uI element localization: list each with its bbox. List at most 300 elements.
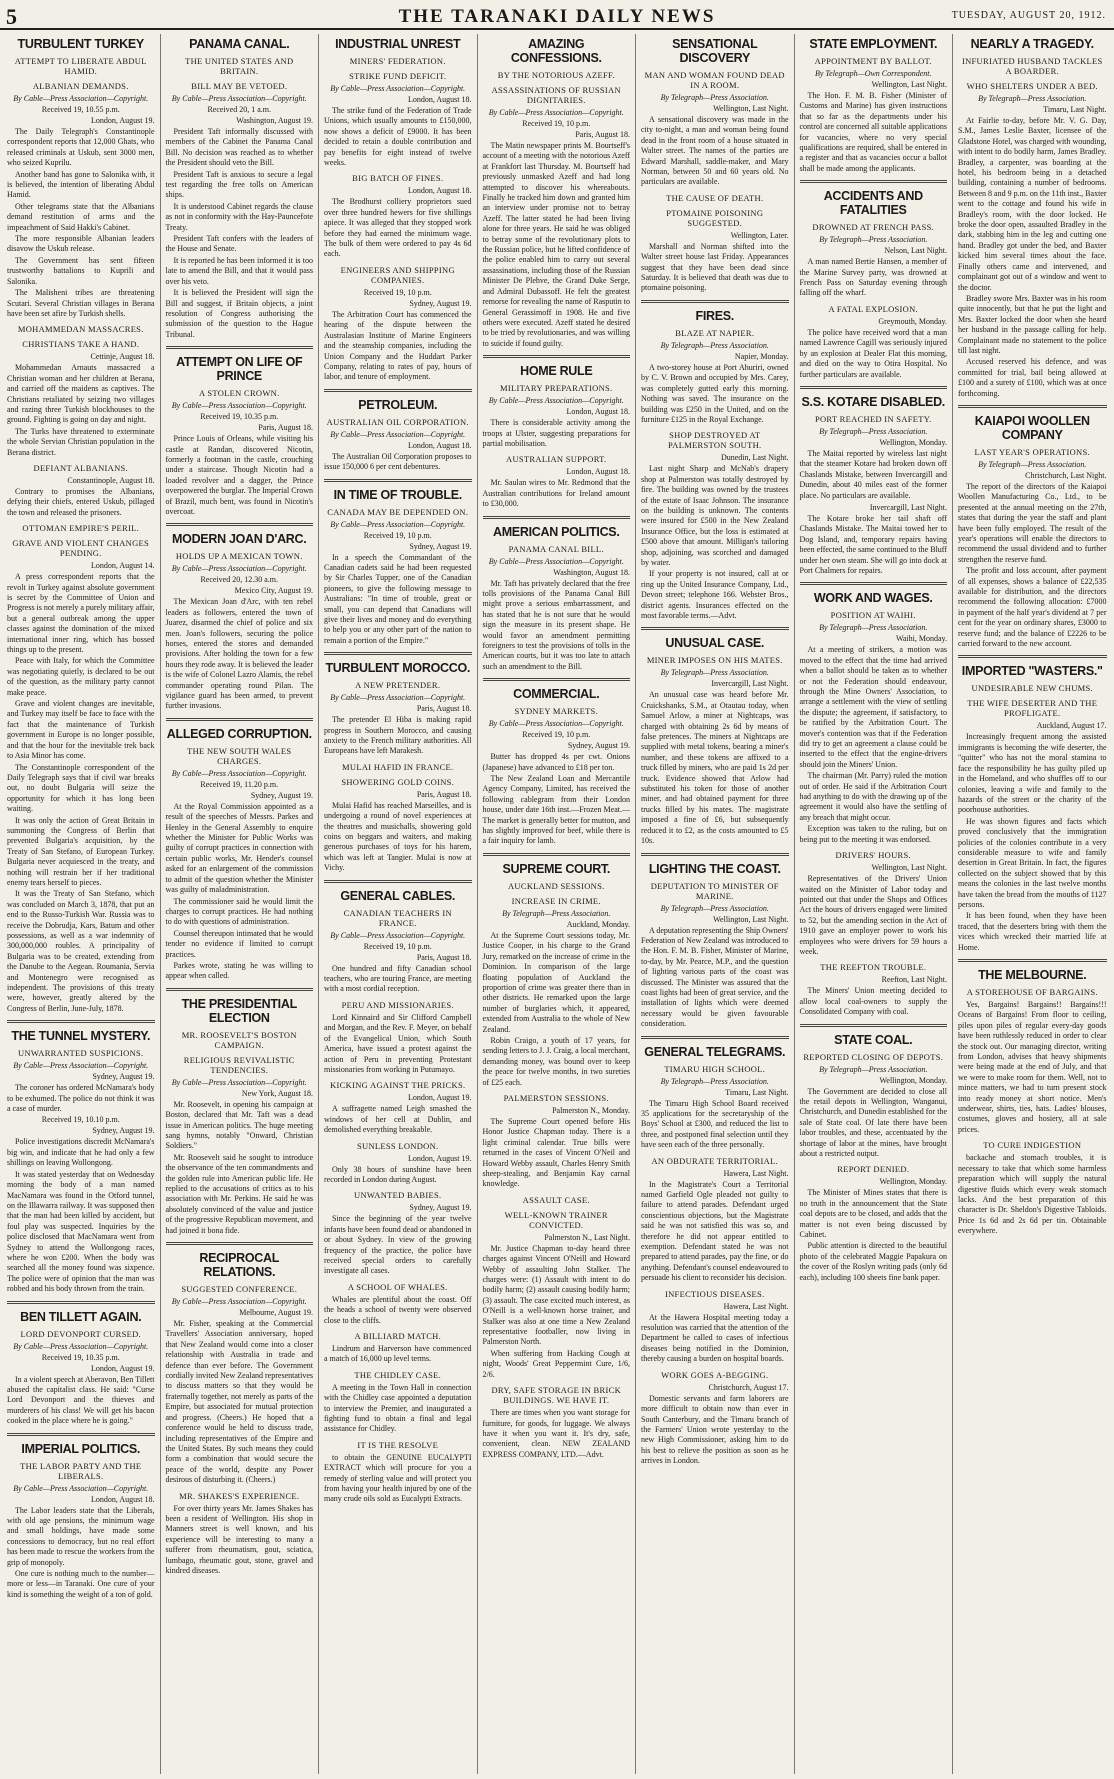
article <box>958 664 1107 953</box>
dateline: Paris, August 18. <box>416 789 472 799</box>
subheading: PANAMA CANAL BILL. <box>508 543 604 554</box>
article-divider <box>166 346 314 349</box>
article <box>166 355 314 517</box>
subheading: A STOLEN CROWN. <box>198 388 280 399</box>
paragraph: At the Hawera Hospital meeting today a resolution was carried that the attention of the Department be called to cases of infectious diseases being notified in the Dominion, thereby causing a burden on hospital boards. <box>641 1312 789 1364</box>
paragraph: Butter has dropped 4s per cwt. Onions (Japanese) have advanced to £18 per ton. <box>482 752 630 772</box>
subheading: BY THE NOTORIOUS AZEFF. <box>497 70 615 80</box>
subheading: POSITION AT WAIHI. <box>830 610 916 621</box>
dateline: Paris, August 18. <box>416 704 472 714</box>
paragraph: The Kotare broke her tail shaft off Chaslands Mistake. The Maitai towed her to Dog Island, and, temporary repairs having been effected, the same continued to the Bluff under her own steam. She will go into dock at Port Chalmers for repairs. <box>799 513 947 575</box>
paragraph: backache and stomach troubles, it is necessary to take that which some harmless preparation which will supply the natural digestive fluids which every weak stomach lacks. And the best preparation of this character is Dr. Sheldon's Digestive Tabloids. Price 1s 6d and 2s 6d per tin. Obtainable everywhere. <box>958 1153 1107 1236</box>
subheading: CHRISTIANS TAKE A HAND. <box>22 339 140 350</box>
paragraph: A man named Bertie Hansen, a member of the Marine Survey party, was drowned at French Pass on Saturday evening through falling off the wharf. <box>799 257 947 298</box>
wire-credit: By Telegraph—Press Association. <box>660 668 769 678</box>
dateline: Mexico City, August 19. <box>234 586 313 596</box>
subheading: THE NEW SOUTH WALES CHARGES. <box>187 745 292 766</box>
article-divider <box>641 853 789 856</box>
paragraph: Increasingly frequent among the assisted immigrants is becoming the wife deserter, the "quitter" who has not the moral stamina to face the responsibility he has guilty piled up in the Homeland, and who shuffles off to our colonies, leaving a wife and family to the hazards of the street or the charity of the poorhouse authorities. <box>958 732 1107 815</box>
subheading: ALBANIAN DEMANDS. <box>32 81 129 91</box>
received-time: Received 19, 10.10 p.m. <box>41 1115 120 1125</box>
subheading: DROWNED AT FRENCH PASS. <box>812 222 935 233</box>
dateline: Sydney, August 19. <box>250 790 313 800</box>
wire-credit: By Telegraph—Press Association. <box>660 93 769 102</box>
article-headline: SENSATIONAL DISCOVERY <box>672 37 758 65</box>
paragraph: The Matin newspaper prints M. Bourtseff's account of a meeting with the notorious Azeff at Frankfort last Thursday. M. Bourtseff had previously unmasked Azeff and had long attempted to discover his whereabouts. Finally he tracked him down and granted him an interview under promise not to betray Azeff. The latter stated he had been living alone for three years. He said he was obliged to betray some of the revolutionary plots to the Russian police, but he lifted confidence of the police enabled him to carry out several assassinations, including those of the Russian Minister De Plehve, the Grand Duke Serge, and Admiral Dubassoff. He felt the greatest remorse for revealing the name of Rasputin to General Gerassimoff in 1908. He and five others were executed. Azeff stated he desired to be tried by revolutionaries, and was willing to suicide if found guilty. <box>482 141 630 348</box>
subheading: INCREASE IN CRIME. <box>511 895 601 906</box>
dateline: Nelson, Last Night. <box>884 246 947 256</box>
dateline: Cettinje, August 18. <box>90 352 155 362</box>
article-headline: IMPERIAL POLITICS. <box>21 1441 141 1456</box>
paragraph: The pretender El Hiba is making rapid progress in Southern Morocco, and causing anxiety to the French military authorities. All Europeans have left Marakesh. <box>324 715 472 756</box>
paragraph: In a violent speech at Aberavon, Ben Tillett abused the capitalist class. He said: "Curse Lord Devonport and the thieves and murderers of his class! We will get his bacon cooked in the place where he is going." <box>7 1374 155 1426</box>
subheading: BIG BATCH OF FINES. <box>352 173 444 184</box>
paragraph: Accused reserved his defence, and was committed for trial, bail being allowed at £100 and a surety of £100, which was at once forthcoming. <box>958 357 1107 398</box>
wire-credit: By Telegraph—Press Association. <box>978 459 1087 469</box>
dateline: London, August 18. <box>407 186 472 196</box>
column-1 <box>2 34 161 1774</box>
dateline: Christchurch, Last Night. <box>1025 470 1107 480</box>
received-time: Received 19, 10 p.m. <box>363 287 432 297</box>
subheading: LAST YEAR'S OPERATIONS. <box>974 446 1090 457</box>
dateline: Christchurch, August 17. <box>708 1382 789 1392</box>
dateline: Sydney, August 19. <box>409 541 472 551</box>
subheading: ATTEMPT TO LIBERATE ABDUL HAMID. <box>14 56 147 76</box>
paragraph: Peace with Italy, for which the Committee was negotiating quietly, is declared to be out of the question, as the military party cannot make peace. <box>7 656 155 697</box>
paragraph: When suffering from Hacking Cough at night, Woods' Great Peppermint Cure, 1/6, 2/6. <box>482 1348 630 1379</box>
dateline: Wellington, Monday. <box>879 437 947 447</box>
paragraph: The strike fund of the Federation of Trade Unions, which usually amounts to £150,000, now shows a deficit of £9000. It has been decided to retain a double contribution and pay benefits for eight instead of twelve weeks. <box>324 106 472 168</box>
wire-credit: By Cable—Press Association—Copyright. <box>488 108 624 117</box>
article <box>324 398 472 473</box>
wire-credit: By Cable—Press Association—Copyright. <box>488 556 624 566</box>
article-divider <box>324 880 472 883</box>
article-headline: STATE COAL. <box>834 1032 913 1047</box>
dateline: Hawera, Last Night. <box>723 1168 789 1178</box>
subheading: THE CAUSE OF DEATH. <box>666 192 764 203</box>
subheading: WORK GOES A-BEGGING. <box>661 1369 769 1380</box>
paragraph: At a meeting of strikers, a motion was moved to the effect that the time had arrived when a ballot should be taken as to whether or not the Federation should endeavour, through the Mine Owners' Association, to arrange a settlement with the view of settling the dispute; the agreement, if satisfactory, to be ratified by the Arbitration Court. The mover's contention was that if the Federation did try to get an agreement a clause could be inserted to the effect that the engine-drivers should join the Miners' Union. <box>799 645 947 769</box>
paragraph: The profit and loss account, after payment of all expenses, shows a balance of £22,535 available for distribution, and the directors recommend the following allocation: £7000 in payment of the half year's dividend at 7 per cent for the year on ordinary shares, £3000 to reserve fund; and the balance of £2226 to be carried forward to the new account. <box>958 566 1107 649</box>
article-divider <box>483 853 631 856</box>
paragraph: The Government are decided to close all the retail depots in Wellington, Wanganui, Christchurch, and Dunedin established for the sale of State coal. Of late there have been labor troubles, and these, accentuated by the shortage of labor at the mines, have brought about a restricted output. <box>799 1086 947 1158</box>
dateline: Hawera, Last Night. <box>723 1301 789 1311</box>
paragraph: Representatives of the Drivers' Union waited on the Minister of Labor today and pointed out that under the Shops and Offices Act the hours of drivers engaged were limited to 52, but the amending section in the Act of 1910 gave an employer power to work his employees who were drivers for 59 hours a week. <box>799 874 947 956</box>
paragraph: The New Zealand Loan and Mercantile Agency Company, Limited, has received the following cablegram from their London house, under date 16th inst.—Frozen Meat.—The market is generally better for mutton, and has slightly improved for beef, while there is a fair inquiry for lamb. <box>482 774 631 846</box>
article <box>166 37 314 340</box>
wire-credit: By Telegraph—Own Correspondent. <box>814 69 932 78</box>
wire-credit: By Cable—Press Association—Copyright. <box>171 564 307 574</box>
paragraph: The Minister of Mines states that there is no truth in the announcement that the State coal depots are to be closed, and adds that the matter is not even being discussed by Cabinet. <box>799 1188 947 1240</box>
paragraph: Prince Louis of Orleans, while visiting his castle at Randan, discovered Nicotin, formerly a footman in the castle, crouching under a staircase. Though Nicotin had a loaded revolver and a dagger, the Prince overpowered the burglar. The Imperial Crown of Brazil, much bent, was found in Nicotin's overcoat. <box>165 434 313 516</box>
subheading: STRIKE FUND DEFICIT. <box>349 71 447 81</box>
article-headline: PETROLEUM. <box>358 397 438 412</box>
dateline: Wellington, Last Night. <box>713 914 789 924</box>
subheading: OTTOMAN EMPIRE'S PERIL. <box>22 523 140 534</box>
article-divider <box>641 1036 789 1039</box>
dateline: Paris, August 18. <box>575 130 630 139</box>
article-divider <box>641 627 789 630</box>
dateline: Sydney, August 19. <box>92 1072 155 1082</box>
column-4 <box>478 34 637 1774</box>
dateline: New York, August 18. <box>241 1088 313 1098</box>
article <box>483 687 631 847</box>
article-headline: GENERAL TELEGRAMS. <box>644 1044 786 1059</box>
paragraph: President Taft is anxious to secure a legal test regarding the free tolls on American ships. <box>165 169 313 200</box>
wire-credit: By Telegraph—Press Association. <box>819 235 928 245</box>
dateline: Sydney, August 19. <box>92 1126 155 1136</box>
article <box>7 37 155 1014</box>
subheading: PTOMAINE POISONING SUGGESTED. <box>666 207 764 228</box>
wire-credit: By Cable—Press Association—Copyright. <box>171 401 307 411</box>
paragraph: One hundred and fifty Canadian school teachers, who are touring France, are meeting with a most cordial reception. <box>324 963 472 994</box>
dateline: Wellington, Last Night. <box>713 104 789 113</box>
subheading: ASSAULT CASE. <box>522 1194 590 1205</box>
paragraph: Parkes wrote, stating he was willing to appear when called. <box>165 960 313 981</box>
subheading: DEPUTATION TO MINISTER OF MARINE. <box>650 880 779 901</box>
received-time: Received 20, 12.30 a.m. <box>200 575 279 585</box>
article-divider <box>7 1020 155 1023</box>
received-time: Received 19, 10 p.m. <box>522 730 591 740</box>
wire-credit: By Cable—Press Association—Copyright. <box>13 1483 149 1493</box>
paragraph: Last night Sharp and McNab's drapery shop at Palmerston was totally destroyed by fire. The building was owned by the trustees of the estate of Isaac Johnson. The insurance on the building is unknown. The contents were insured for £500 in the New Zealand Insurance Office, but the loss is estimated at £500 above that amount. Milligan's tailoring shop, adjoining, was scorched and damaged by water. <box>641 464 789 567</box>
dateline: Timaru, Last Night. <box>725 1087 789 1097</box>
dateline: London, August 19. <box>407 1093 472 1103</box>
paragraph: At the Supreme Court sessions today, Mr. Justice Cooper, in his charge to the Grand Jury, remarked on the increase of crime in the Dominion. In comparison of the large floating population of Auckland the proportion of crime was greater there than in other districts. He remarked upon the large number of burglaries which, it appeared, extended from Australia to the whole of New Zealand. <box>482 930 630 1034</box>
subheading: RELIGIOUS REVIVALISTIC TENDENCIES. <box>183 1054 295 1075</box>
subheading: DEFIANT ALBANIANS. <box>33 462 128 473</box>
subheading: MAN AND WOMAN FOUND DEAD IN A ROOM. <box>644 70 785 90</box>
article-divider <box>166 988 314 991</box>
subheading: UNWANTED BABIES. <box>354 1190 442 1201</box>
subheading: AUSTRALIAN OIL CORPORATION. <box>326 416 469 427</box>
paragraph: There are times when you want storage for furniture, for goods, for luggage. We always have it when you want it. It's dry, safe, convenient, clean. NEW ZEALAND EXPRESS COMPANY, LTD.—Advt. <box>482 1408 630 1459</box>
received-time: Received 19, 10 p.m. <box>363 941 432 951</box>
paragraph: The Turks have threatened to exterminate the whole Servian Christian population in the Berana district. <box>7 426 155 457</box>
dateline: Constantinople, August 18. <box>67 475 155 485</box>
wire-credit: By Telegraph—Press Association. <box>660 903 769 913</box>
dateline: London, August 18. <box>566 407 630 417</box>
wire-credit: By Cable—Press Association—Copyright. <box>330 693 466 703</box>
article <box>166 1251 314 1576</box>
article-divider <box>958 959 1107 962</box>
article <box>641 1045 789 1467</box>
subheading: HOLDS UP A MEXICAN TOWN. <box>175 551 303 562</box>
subheading: AUCKLAND SESSIONS. <box>507 880 605 891</box>
article-headline: WORK AND WAGES. <box>813 591 933 606</box>
subheading: PORT REACHED IN SAFETY. <box>814 413 932 424</box>
article-divider <box>324 389 472 392</box>
article-divider <box>800 386 948 389</box>
article <box>958 968 1107 1237</box>
article-headline: RECIPROCAL RELATIONS. <box>199 1251 280 1280</box>
dateline: London, August 14. <box>90 561 155 571</box>
paragraph: The commissioner said he would limit the charges to corrupt practices. He had nothing to do with questions of administration. <box>165 896 313 927</box>
paragraph: Counsel thereupon intimated that he would tender no evidence if limited to corrupt practices. <box>165 928 313 959</box>
subheading: PALMERSTON SESSIONS. <box>503 1092 609 1103</box>
paragraph: Police investigations discredit McNamara's big win, and indicate that he had only a few shillings on leaving Wollongong. <box>7 1137 155 1168</box>
article <box>483 364 631 509</box>
page-number: 5 <box>6 4 17 29</box>
article-headline: AMAZING CONFESSIONS. <box>510 37 602 65</box>
article-headline: ALLEGED CORRUPTION. <box>166 726 312 741</box>
subheading: DRIVERS' HOURS. <box>835 850 911 861</box>
article <box>483 862 631 1460</box>
dateline: Wellington, Monday. <box>879 1075 947 1085</box>
paragraph: Grave and violent changes are inevitable, and Turkey may itself be face to face with the fact that the maintenance of Turkish government in Europe is no longer possible, and that the hour for the inevitable trek back to Asia Minor has come. <box>7 699 155 761</box>
dateline: Wellington, Last Night. <box>871 80 947 89</box>
subheading: MOHAMMEDAN MASSACRES. <box>17 324 144 335</box>
paragraph: Yes, Bargains! Bargains!! Bargains!!! Oceans of Bargains! From floor to ceiling, piles upon piles of regular every-day goods have been ruthlessly reduced in order to clear the stock out. Our managing director, writing from London, advises that heavy shipments were being made at the end of July, and that we were to make room for them. Well, not to mince matters, we had to turn present stock into ready money at short notice. Men's underwear, shirts, ties, hats. Ladies' blouses, costumes, gloves and hosiery, all at sale prices. <box>958 1000 1107 1134</box>
article-headline: SUPREME COURT. <box>502 861 611 876</box>
article-headline: NEARLY A TRAGEDY. <box>970 37 1094 51</box>
dateline: London, August 19. <box>90 116 155 125</box>
wire-credit: By Telegraph—Press Association. <box>502 908 611 918</box>
dateline: Washington, August 19. <box>236 116 313 125</box>
wire-credit: By Cable—Press Association—Copyright. <box>330 429 466 439</box>
article-headline: LIGHTING THE COAST. <box>648 861 781 876</box>
paragraph: The report of the directors of the Kaiapoi Woollen Manufacturing Co., Ltd., to be presented at the annual meeting on the 27th, states that during the year the staff and plant have been fully employed. The result of the year's operations will enable the directors to recommend the usual dividend and to further strengthen the reserve fund. <box>958 481 1107 564</box>
dateline: Invercargill, Last Night. <box>711 679 789 689</box>
article-headline: HOME RULE <box>520 364 593 379</box>
subheading: SHOWERING GOLD COINS. <box>341 776 455 787</box>
paragraph: An unusual case was heard before Mr. Cruickshanks, S.M., at Otautau today, when Samuel Arlow, a miner at Nightcaps, was charged with obtaining 2s 6d by means of false pretences. The miners at Nightcaps are supplied with metal tokens, bearing a miner's number, and these tokens are affixed to a truck filled by miners, who are paid 1s 2d per truck. Evidence showed that Arlow had substituted his token for those of another miner, and had obtained payment for three trucks filled by his mates. The magistrate imposed a fine of £6, but subsequently reduced it to £2, as the costs amounted to £5 10s. <box>641 690 789 846</box>
subheading: BLAZE AT NAPIER. <box>675 327 755 338</box>
paragraph: At Fairlie to-day, before Mr. V. G. Day, S.M., James Leslie Baxter, licensee of the Gladstone Hotel, was charged with wounding, with intent to do bodily harm, James Bradley. Bradley, a carpenter, was boarding at the hotel, his bedroom being in a detached building, containing a number of bedrooms. Between 8 and 9 p.m. on the 11th inst., Baxter went to the cottage and found his wife in Bradley's room, with the door locked. He broke the door open, assaulted Bradley in the dark, stabbing him in the leg and cutting one hand. Bradley got under the bed, and Baxter kicked him several times about the face. Finally others came and intervened, and complainant got out of a window and went to the doctor. <box>958 116 1107 292</box>
paragraph: to obtain the GENUINE EUCALYPTI EXTRACT which will procure for you a remedy of sterling value and will protect you from having your health injured by one of the many crude oils sold as Eucalypti Extracts. <box>324 1452 472 1504</box>
subheading: INFECTIOUS DISEASES. <box>664 1288 765 1299</box>
paragraph: The Hon. F. M. B. Fisher (Minister of Customs and Marine) has given instructions that so far as the departments under his control are concerned all suitable applications for vacancies, where no very special qualifications are required, shall be entered in a register and that as vacancies occur a ballot shall be made among the applicants. <box>799 91 947 173</box>
article <box>641 37 789 294</box>
subheading: TO CURE INDIGESTION <box>983 1140 1082 1151</box>
article <box>958 414 1107 650</box>
article <box>324 661 472 873</box>
article <box>7 1442 155 1601</box>
dateline: Greymouth, Monday. <box>878 316 947 326</box>
subheading: AN OBDURATE TERRITORIAL. <box>651 1155 779 1166</box>
article <box>166 727 314 982</box>
article <box>7 1029 155 1294</box>
article <box>166 532 314 711</box>
wire-credit: By Cable—Press Association—Copyright. <box>330 930 466 940</box>
paragraph: He was shown figures and facts which proved conclusively that the immigration policies of the colonies contribute in a very considerable measure to wife and family desertion in Great Britain. In fact, the figures collected on the subject showed that by this means the colonies in the last twelve months have taken the bread from the mouths of 1127 persons. <box>958 816 1107 909</box>
article-headline: UNUSUAL CASE. <box>665 636 765 651</box>
dateline: Napier, Monday. <box>734 351 789 361</box>
paragraph: The police have received word that a man named Lawrence Cagill was seriously injured by an explosion at Dealer Flat this morning, and died on the way to Otira Hospital. No further particulars are available. <box>799 327 947 379</box>
subheading: CANADIAN TEACHERS IN FRANCE. <box>343 907 452 928</box>
paragraph: Domestic servants and farm laborers are more difficult to obtain now than ever in South Canterbury, and the Timaru branch of the Farmers' Union wrote yesterday to the new High Commissioner, asking him to do his best to relieve the position as soon as he arrives in London. <box>641 1393 789 1466</box>
article-headline: ATTEMPT ON LIFE OF PRINCE <box>176 355 303 384</box>
article-headline: THE TUNNEL MYSTERY. <box>11 1029 151 1044</box>
paragraph: A meeting in the Town Hall in connection with the Chidley case appointed a deputation to interview the Premier, and inaugurated a fighting fund to obtain a final and legal assistance for Chidley. <box>324 1382 472 1434</box>
subheading: REPORT DENIED. <box>837 1164 910 1175</box>
received-time: Received 20, 1 a.m. <box>207 105 272 114</box>
dateline: London, August 19. <box>407 1153 472 1163</box>
dateline: London, August 18. <box>90 1494 155 1504</box>
article-divider <box>324 479 472 482</box>
article <box>641 636 789 846</box>
subheading: A STOREHOUSE OF BARGAINS. <box>966 987 1098 997</box>
subheading: LORD DEVONPORT CURSED. <box>20 1328 141 1339</box>
article <box>800 395 948 576</box>
received-time: Received 19, 10 p.m. <box>363 530 432 540</box>
wire-credit: By Cable—Press Association—Copyright. <box>13 94 149 103</box>
article-headline: GENERAL CABLES. <box>340 888 456 903</box>
subheading: MR. SHAKES'S EXPERIENCE. <box>179 1490 300 1501</box>
subheading: SUNLESS LONDON. <box>357 1140 439 1151</box>
article-headline: IMPORTED "WASTERS." <box>961 664 1103 679</box>
paragraph: Mulai Hafid has reached Marseilles, and is undergoing a round of novel experiences at the theatres and musichalls, showering gold coins on beggars and waiters, and making generous purchases of toys for his harem, which was left at Tangier. Mulai is now at Vichy. <box>324 800 472 873</box>
wire-credit: By Telegraph—Press Association. <box>660 340 769 350</box>
article <box>641 862 789 1030</box>
subheading: THE UNITED STATES AND BRITAIN. <box>185 56 294 76</box>
wire-credit: By Cable—Press Association—Copyright. <box>330 519 466 529</box>
article <box>958 37 1107 399</box>
dateline: Wellington, Monday. <box>879 1177 947 1187</box>
subheading: SHOP DESTROYED AT PALMERSTON SOUTH. <box>668 430 762 451</box>
article-divider <box>958 655 1107 658</box>
paragraph: The Miners' Union meeting decided to allow local coal-owners to supply the Consolidated Company with coal. <box>799 986 947 1017</box>
wire-credit: By Cable—Press Association—Copyright. <box>171 94 307 103</box>
dateline: London, August 18. <box>407 95 472 104</box>
subheading: THE REEFTON TROUBLE. <box>820 962 927 973</box>
article-headline: IN TIME OF TROUBLE. <box>333 487 462 502</box>
subheading: THE WIFE DESERTER AND THE PROFLIGATE. <box>967 698 1098 719</box>
wire-credit: By Cable—Press Association—Copyright. <box>171 1077 307 1087</box>
paragraph: A deputation representing the Ship Owners' Federation of New Zealand was introduced to the Hon. F. M. B. Fisher, Minister of Marine, to-day, by Mr. Pearce, M.P., and the question of lighting various parts of the coast was discussed. The Minister was assured that the coast lights had been of great service, and the installation of lights which were deemed necessary would be given favourable consideration. <box>641 925 789 1029</box>
subheading: THE LABOR PARTY AND THE LIBERALS. <box>20 1460 142 1481</box>
paragraph: President Taft informally discussed with members of the Cabinet the Panama Canal Bill. No decision was reached as to whether the President should veto the Bill. <box>165 127 313 168</box>
article <box>800 189 948 380</box>
article-divider <box>641 300 789 303</box>
dateline: Paris, August 18. <box>258 423 313 433</box>
wire-credit: By Cable—Press Association—Copyright. <box>488 719 624 729</box>
subheading: A SCHOOL OF WHALES. <box>347 1281 448 1292</box>
dateline: Sydney, August 19. <box>409 298 472 308</box>
received-time: Received 19, 10.35 p.m. <box>200 412 279 422</box>
wire-credit: By Cable—Press Association—Copyright. <box>13 1061 149 1071</box>
wire-credit: By Cable—Press Association—Copyright. <box>488 396 624 406</box>
subheading: TIMARU HIGH SCHOOL. <box>664 1063 766 1074</box>
paragraph: The more responsible Albanian leaders disavow the Uskub release. <box>7 234 155 254</box>
subheading: SYDNEY MARKETS. <box>514 706 599 717</box>
paragraph: The Malisheni tribes are threatening Scutari. Several Christian villages in Berana have been set afire by Turkish shells. <box>7 288 155 318</box>
article-divider <box>800 1024 948 1027</box>
subheading: MINERS' FEDERATION. <box>349 56 446 66</box>
article-headline: ACCIDENTS AND FATALITIES <box>823 189 923 218</box>
wire-credit: By Cable—Press Association—Copyright. <box>330 84 466 93</box>
paragraph: The Government has sent fifteen trustworthy battalions to Kuprili and Salonika. <box>7 255 155 286</box>
paragraph: There is considerable activity among the troops at Ulster, suggesting preparations for partial mobilisation. <box>482 418 630 448</box>
paragraph: Another band has gone to Salonika with, it is believed, the intention of liberating Abdul Hamid. <box>7 169 155 200</box>
wire-credit: By Telegraph—Press Association. <box>819 426 928 436</box>
dateline: Auckland, Monday. <box>566 919 630 929</box>
paragraph: President Taft confers with the leaders of the House and Senate. <box>165 234 313 254</box>
article <box>483 37 631 349</box>
subheading: MULAI HAFID IN FRANCE. <box>342 761 454 772</box>
article-divider <box>166 523 314 526</box>
article <box>641 309 789 622</box>
article-headline: INDUSTRIAL UNREST <box>335 37 461 51</box>
article-headline: THE PRESIDENTIAL ELECTION <box>181 996 297 1025</box>
masthead <box>0 0 1114 30</box>
received-time: Received 19, 10.35 p.m. <box>41 1352 120 1362</box>
subheading: A BILLIARD MATCH. <box>354 1331 442 1341</box>
dateline: Reefton, Last Night. <box>881 975 947 985</box>
article <box>324 37 472 383</box>
paragraph: A press correspondent reports that the revolt in Turkey against absolute government is secret by the Committee of Union and Progress is not merely a purely military affair, but a general outbreak among the upper classes against the domination of the mixed international inner ring, which has bossed things up to the present. <box>7 572 155 655</box>
paragraph: If your property is not insured, call at or ring up the United Insurance Company, Ltd., Devon street; telephone 166. Webster Bros., district agents. Insurances effected on the most favorable terms.—Advt. <box>641 569 789 620</box>
newspaper-title: THE TARANAKI DAILY NEWS <box>398 6 716 27</box>
dateline: Paris, August 18. <box>416 952 472 962</box>
subheading: ASSASSINATIONS OF RUSSIAN DIGNITARIES. <box>491 85 621 105</box>
subheading: IT IS THE RESOLVE <box>357 1439 439 1450</box>
subheading: INFURIATED HUSBAND TACKLES A BOARDER. <box>961 56 1103 76</box>
article-divider <box>483 516 631 519</box>
article-divider <box>166 718 314 721</box>
paragraph: Mr. Justice Chapman to-day heard three charges against Vincent O'Neill and Howard Webby of assaulting John Stalker. The charges were: (1) Assault with intent to do bodily harm; (2) assault causing bodily harm; (3) assault. The case excited much interest, as O'Neill is a well-known horse trainer, and Stalker was also at one time a New Zealand representative footballer, now living in Palmerston North. <box>482 1243 630 1347</box>
dateline: Palmerston N., Monday. <box>552 1105 630 1115</box>
dateline: Dunedin, Last Night. <box>720 453 789 463</box>
article-divider <box>483 678 631 681</box>
dateline: Sydney, August 19. <box>409 1203 472 1213</box>
paragraph: Only 38 hours of sunshine have been recorded in London during August. <box>324 1164 472 1184</box>
wire-credit: By Cable—Press Association—Copyright. <box>13 1341 149 1351</box>
subheading: UNWARRANTED SUSPICIONS. <box>18 1048 144 1059</box>
newspaper-columns <box>2 34 1112 1774</box>
paragraph: It was only the action of Great Britain in summoning the Congress of Berlin that prevented Bulgaria's acquisition, by the Treaty of San Stefano, of European Turkey. Bulgaria never acquiesced in the treaty, and nothing will restrain her if her traditional enemy tears herself to pieces. <box>7 815 155 887</box>
subheading: MR. ROOSEVELT'S BOSTON CAMPAIGN. <box>181 1029 297 1050</box>
paragraph: Mr. Saulan wires to Mr. Redmond that the Australian contributions for Ireland amount to £30,000. <box>482 478 630 509</box>
dateline: London, August 18. <box>407 440 472 450</box>
article <box>483 525 631 673</box>
article-divider <box>324 652 472 655</box>
paragraph: The Brodhurst colliery proprietors sued over three hundred hewers for five shillings apiece. It was alleged that they stopped work before they had earned the minimum wage. The bulk of them were ordered to pay 4s 6d each. <box>324 197 472 259</box>
wire-credit: By Telegraph—Press Association. <box>819 1064 928 1074</box>
subheading: ENGINEERS AND SHIPPING COMPANIES. <box>340 264 455 285</box>
subheading: MINER IMPOSES ON HIS MATES. <box>646 655 783 666</box>
article-headline: PANAMA CANAL. <box>189 37 290 51</box>
dateline: Wellington, Later. <box>730 230 789 240</box>
wire-credit: By Telegraph—Press Association. <box>819 623 928 633</box>
article <box>800 37 948 174</box>
article-divider <box>483 355 631 358</box>
paragraph: It is believed the President will sign the Bill and suggest, if Britain objects, a joint resolution of Congress authorising the submission of the question to the Hague Tribunal. <box>165 288 313 339</box>
paragraph: At the Royal Commission appointed as a result of the speeches of Messrs. Parkes and Henley in the General Assembly to enquire whether the Minister for Public Works was guilty of corrupt practices in connection with certain public works, Mr. Hender's counsel asked for an enlargement of the commission to admit of the question whether the Minister was guilty of maladministration. <box>165 801 313 895</box>
wire-credit: By Cable—Press Association—Copyright. <box>171 768 307 778</box>
paragraph: The Constantinople correspondent of the Daily Telegraph says that if civil war breaks out, no doubt Bulgaria will seize the opportunity for which it has long been waiting. <box>7 762 155 814</box>
subheading: WELL-KNOWN TRAINER CONVICTED. <box>504 1209 608 1230</box>
paragraph: It was stated yesterday that on Wednesday morning the body of a man named MacNamara was found in the Otford tunnel, on the Illawarra railway. It was supposed then that the man had been killed by accident, but foul play was suspected. Inquiries by the police disclosed that MacNamara went from Sydney to attend the Wollongong races, where he won £200. When the body was searched all the money found was sixpence. The police were of opinion that the man was robbed and his body thrown from the train. <box>7 1169 155 1294</box>
article <box>324 889 472 1505</box>
paragraph: For over thirty years Mr. James Shakes has been a resident of Wellington. His shop in Manners street is well known, and his experience will be interesting to many a sufferer from rheumatism, gout, sciatica, lumbago, rheumatic gout, stone, gravel and kindred diseases. <box>165 1503 313 1575</box>
subheading: DRY, SAFE STORAGE IN BRICK BUILDINGS. WE HAVE IT. <box>491 1385 622 1406</box>
paragraph: In the Magistrate's Court a Territorial named Garfield Ogle pleaded not guilty to failure to attend parades. Defendant urged conscientious objections, but the Magistrate said he was not satisfied this was so, and therefore he did not appear entitled to exemption. Defendant stated he was not prepared to attend parades, pay the fine, or do anything. Defendant's counsel endeavoured to persuade his client to reconsider his decision. <box>641 1179 789 1283</box>
paragraph: It was the Treaty of San Stefano, which was concluded on March 3, 1878, that put an end to the Russo-Turkish War. Russia was to receive the Dobrudja, Kars, Batum and other possessions, as well as a war indemnity of 300,000,000 roubles. A principality of Bulgaria was to be created, extending from the Danube to the Aegean. Roumania, Servia and Montenegro were recognised as independent. The provisions of this treaty were, however, greatly altered by the Congress of Berlin, June-July, 1878. <box>7 889 155 1013</box>
dateline: London, August 18. <box>566 467 630 477</box>
paragraph: A sensational discovery was made in the city to-night, a man and woman being found dead in the front room of a house situated in Walter street. The names of the parties are Edward Marshall, saddle-maker, and Mary Norman, between 50 and 60 years old. No particulars are available. <box>641 115 789 187</box>
article-divider <box>7 1301 155 1304</box>
paragraph: The Australian Oil Corporation proposes to issue 150,000 6 per cent debentures. <box>324 451 472 472</box>
article-headline: FIRES. <box>695 308 734 323</box>
article-divider <box>800 582 948 585</box>
paragraph: Lord Kinnaird and Sir Clifford Campbell and Morgan, and the Rev. F. Meyer, on behalf of the Evangelical Union, which South America, have issued a protest against the action of Peru in preventing Protestant missionaries from working in Putumayo. <box>324 1012 472 1074</box>
dateline: Auckland, August 17. <box>1036 721 1107 731</box>
paragraph: The Supreme Court opened before His Honor Justice Chapman today. There is a light criminal calendar. True bills were returned in the cases of Vincent O'Neil and Howard Webby assault, Charles Henry Smith sheep-stealing, and Benjamin Kay carnal knowledge. <box>482 1116 630 1189</box>
article-divider <box>800 180 948 183</box>
subheading: REPORTED CLOSING OF DEPOTS. <box>803 1051 944 1062</box>
subheading: A NEW PRETENDER. <box>355 680 441 691</box>
